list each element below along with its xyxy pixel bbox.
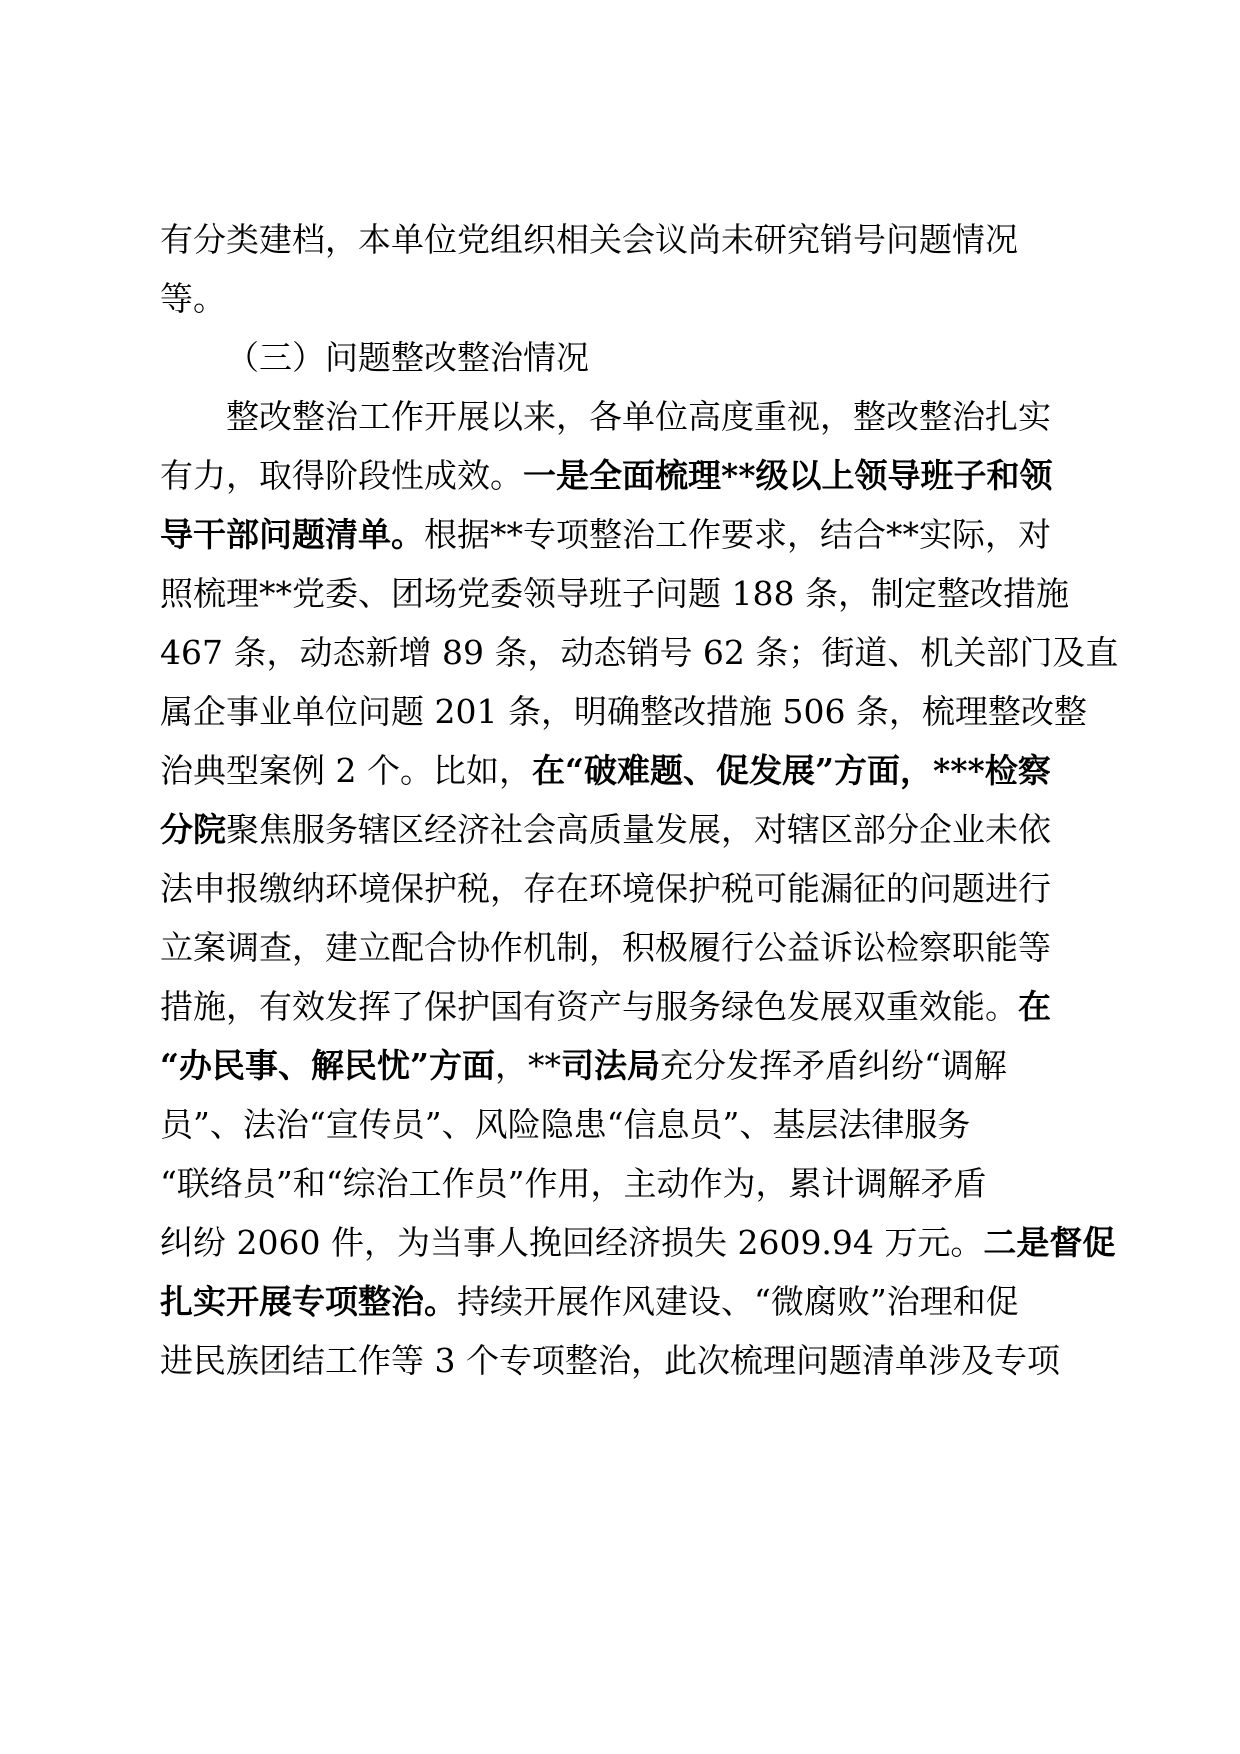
paragraph-line — [160, 1152, 1080, 1216]
paragraph-line — [160, 857, 1080, 921]
bold-text-span: 司法局 — [560, 1046, 660, 1085]
paragraph-line — [160, 208, 1080, 272]
text-span: 等。 — [160, 279, 226, 318]
paragraph-line — [160, 267, 1080, 331]
paragraph-line — [160, 444, 1080, 508]
text-span: 整改整治工作开展以来，各单位高度重视，整改整治扎实 — [226, 397, 1051, 436]
heading-text: （三）问题整改整治情况 — [226, 338, 589, 377]
paragraph-line — [160, 1034, 1080, 1098]
paragraph-line — [160, 1329, 1080, 1393]
bold-text-span: 二是督促 — [983, 1223, 1116, 1262]
text-span: 进民族团结工作等 3 个专项整治，此次梳理问题清单涉及专项 — [160, 1341, 1060, 1380]
text-span: 法申报缴纳环境保护税，存在环境保护税可能漏征的问题进行 — [160, 869, 1051, 908]
paragraph-line — [160, 503, 1080, 567]
paragraph-line — [160, 1093, 1080, 1157]
text-span: 治典型案例 2 个。比如， — [160, 751, 532, 790]
paragraph-line — [160, 1211, 1116, 1275]
text-span: 有力，取得阶段性成效。 — [160, 456, 523, 495]
text-span: 根据**专项整治工作要求，结合**实际，对 — [424, 515, 1051, 554]
bold-text-span: 导干部问题清单。 — [160, 515, 424, 554]
paragraph-line — [160, 621, 1119, 685]
text-span: 聚焦服务辖区经济社会高质量发展，对辖区部分企业未依 — [226, 810, 1051, 849]
paragraph-line — [160, 739, 1080, 803]
text-span: 467 条，动态新增 89 条，动态销号 62 条；街道、机关部门及直 — [160, 633, 1119, 672]
text-span: 员”、法治“宣传员”、风险隐患“信息员”、基层法律服务 — [160, 1105, 971, 1144]
bold-text-span: “办民事、解民忧”方面 — [160, 1046, 495, 1085]
paragraph-line — [226, 385, 1080, 449]
paragraph-line — [160, 562, 1080, 626]
paragraph-line — [160, 680, 1087, 744]
text-span: 属企事业单位问题 201 条，明确整改措施 506 条，梳理整改整 — [160, 692, 1087, 731]
bold-text-span: 在“破难题、促发展”方面，***检察 — [531, 751, 1051, 790]
bold-text-span: 分院 — [160, 810, 226, 849]
text-span: 充分发挥矛盾纠纷“调解 — [659, 1046, 1007, 1085]
section-heading — [226, 326, 1080, 390]
bold-text-span: 扎实开展专项整治。 — [160, 1282, 457, 1321]
text-span: 照梳理**党委、团场党委领导班子问题 188 条，制定整改措施 — [160, 574, 1069, 613]
paragraph-line — [160, 798, 1080, 862]
text-span: 有分类建档，本单位党组织相关会议尚未研究销号问题情况 — [160, 220, 1018, 259]
paragraph-line — [160, 1270, 1080, 1334]
text-span: ，** — [494, 1046, 561, 1085]
bold-text-span: 一是全面梳理**级以上领导班子和领 — [523, 456, 1053, 495]
text-span: 立案调查，建立配合协作机制，积极履行公益诉讼检察职能等 — [160, 928, 1051, 967]
text-span: 纠纷 2060 件，为当事人挽回经济损失 2609.94 万元。 — [160, 1223, 984, 1262]
text-span: 措施，有效发挥了保护国有资产与服务绿色发展双重效能。 — [160, 987, 1018, 1026]
paragraph-line — [160, 916, 1080, 980]
text-span: 持续开展作风建设、“微腐败”治理和促 — [457, 1282, 1019, 1321]
text-span: “联络员”和“综治工作员”作用，主动作为，累计调解矛盾 — [160, 1164, 987, 1203]
bold-text-span: 在 — [1018, 987, 1051, 1026]
paragraph-line — [160, 975, 1080, 1039]
